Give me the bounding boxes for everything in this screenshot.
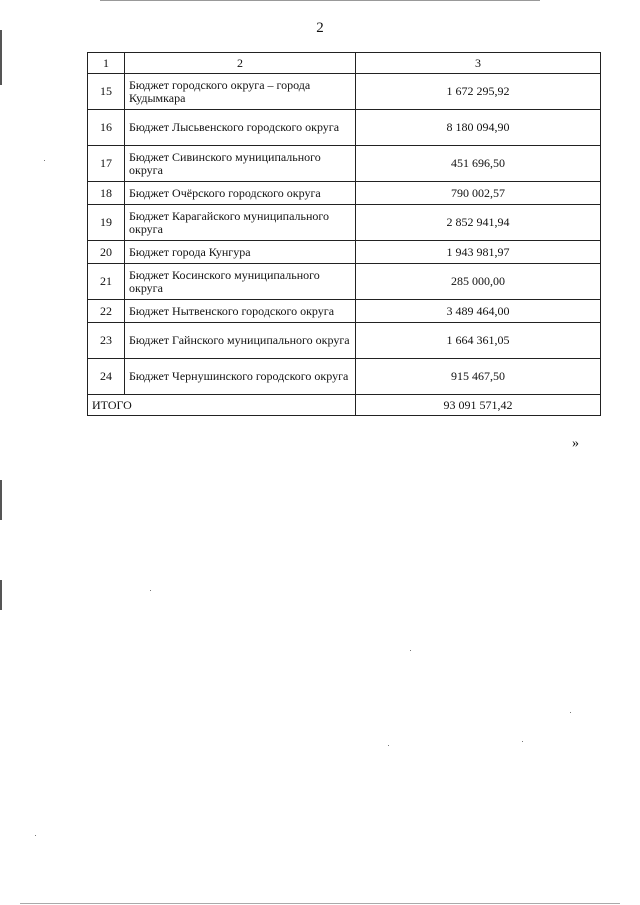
budget-amount: 915 467,50 [356,359,601,395]
table-row [88,264,601,300]
total-row [88,395,601,416]
budget-amount: 1 664 361,05 [356,323,601,359]
row-number: 17 [88,146,125,182]
budget-name: Бюджет Косинского муниципального округа [125,264,356,300]
budget-name: Бюджет Нытвенского городского округа [125,300,356,323]
budget-name: Бюджет Лысьвенского городского округа [125,110,356,146]
scan-edge-mark [0,580,2,610]
row-number: 15 [88,74,125,110]
scan-bottom-line [20,903,620,904]
budget-name: Бюджет города Кунгура [125,241,356,264]
row-number: 19 [88,205,125,241]
table-header-row [88,53,601,74]
closing-quote: » [572,436,579,451]
budget-amount: 1 943 981,97 [356,241,601,264]
row-number: 22 [88,300,125,323]
table-row [88,146,601,182]
budget-name: Бюджет городского округа – города Кудымкара [125,74,356,110]
budget-amount: 451 696,50 [356,146,601,182]
row-number: 16 [88,110,125,146]
table-row [88,323,601,359]
row-number: 21 [88,264,125,300]
table-row [88,74,601,110]
total-label: ИТОГО [88,395,356,416]
budget-name: Бюджет Карагайского муниципального округа [125,205,356,241]
budget-name: Бюджет Гайнского муниципального округа [125,323,356,359]
table-row [88,205,601,241]
budget-amount: 8 180 094,90 [356,110,601,146]
table-row [88,359,601,395]
scan-top-line [100,0,540,1]
row-number: 18 [88,182,125,205]
budget-amount: 790 002,57 [356,182,601,205]
budget-amount: 2 852 941,94 [356,205,601,241]
row-number: 24 [88,359,125,395]
budget-name: Бюджет Сивинского муниципального округа [125,146,356,182]
row-number: 23 [88,323,125,359]
page-number: 2 [316,20,324,36]
scan-edge-mark [0,480,2,520]
scan-speck [150,590,151,591]
column-header-2: 2 [125,53,356,74]
budget-amount: 1 672 295,92 [356,74,601,110]
row-number: 20 [88,241,125,264]
table-row [88,182,601,205]
scan-speck [388,745,389,746]
scan-speck [35,835,36,836]
budget-name: Бюджет Чернушинского городского округа [125,359,356,395]
table-row [88,300,601,323]
table-row [88,110,601,146]
budget-name: Бюджет Очёрского городского округа [125,182,356,205]
scan-speck [44,160,45,161]
budget-table [87,52,601,416]
table-row [88,241,601,264]
scan-speck [410,650,411,651]
budget-amount: 3 489 464,00 [356,300,601,323]
total-amount: 93 091 571,42 [356,395,601,416]
column-header-3: 3 [356,53,601,74]
column-header-1: 1 [88,53,125,74]
budget-amount: 285 000,00 [356,264,601,300]
scan-speck [522,741,523,742]
scan-edge-mark [0,30,2,85]
scan-speck [570,712,571,713]
